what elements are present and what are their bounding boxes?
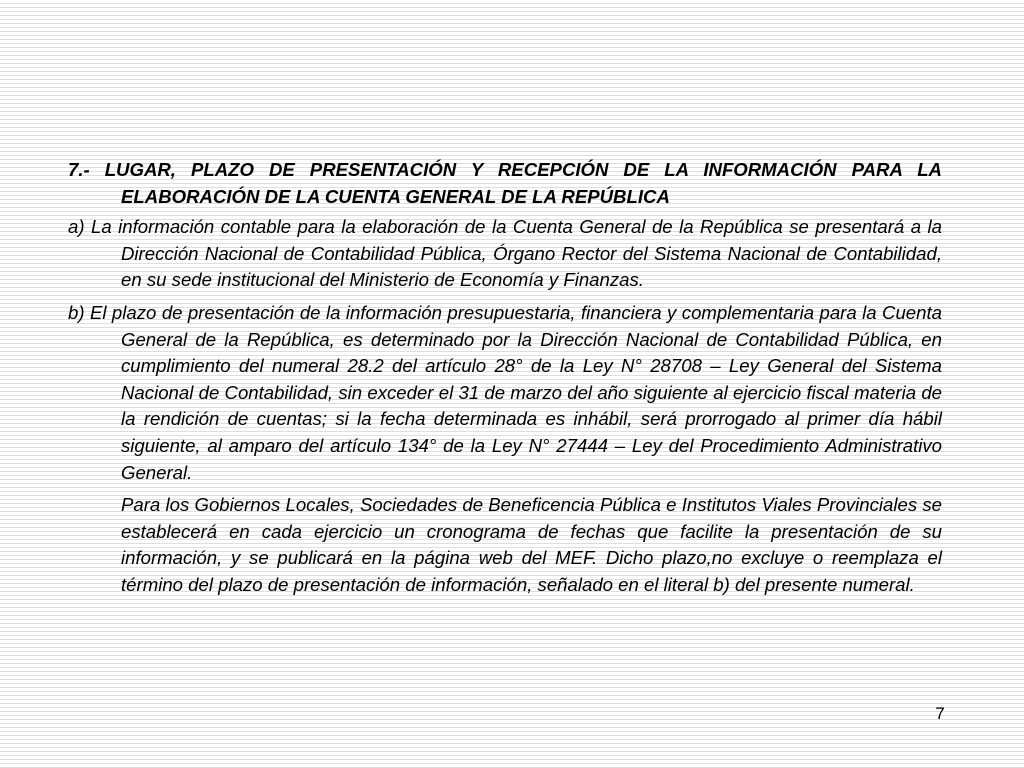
note-paragraph: Para los Gobiernos Locales, Sociedades de Beneficencia Pública e Institutos Viales Provinciales se establecerá en cada ejercicio un cronograma de fechas que facilite la presentación de su información, y se publicará en la página web del MEF. Dicho plazo,no excluye o reemplaza el término del plazo de presentación de información, señalado en el literal b) del presente numeral. bbox=[121, 494, 942, 595]
item-b-paragraph: b) El plazo de presentación de la información presupuestaria, financiera y complementaria para la Cuenta General de la República, es determinado por la Dirección Nacional de Contabilidad Pública, en cumplimiento del numeral 28.2 del artículo 28° de la Ley N° 28708 – Ley General del Sistema Nacional de Contabilidad, sin exceder el 31 de marzo del año siguiente al ejercicio fiscal materia de la rendición de cuentas; si la fecha determinada es inhábil, será prorrogado al primer día hábil siguiente, al amparo del artículo 134° de la Ley N° 27444 – Ley del Procedimiento Administrativo General. bbox=[68, 301, 942, 483]
section-heading: 7.- LUGAR, PLAZO DE PRESENTACIÓN Y RECEPCIÓN DE LA INFORMACIÓN PARA LA ELABORACIÓN DE LA CUENTA GENERAL DE LA REPÚBLICA bbox=[68, 159, 942, 207]
item-a-paragraph: a) La información contable para la elaboración de la Cuenta General de la República se presentará a la Dirección Nacional de Contabilidad Pública, Órgano Rector del Sistema Nacional de Contabilidad, en su sede institucional del Ministerio de Economía y Finanzas. bbox=[68, 216, 942, 291]
page-number: 7 bbox=[935, 704, 945, 723]
slide-body bbox=[68, 157, 942, 599]
